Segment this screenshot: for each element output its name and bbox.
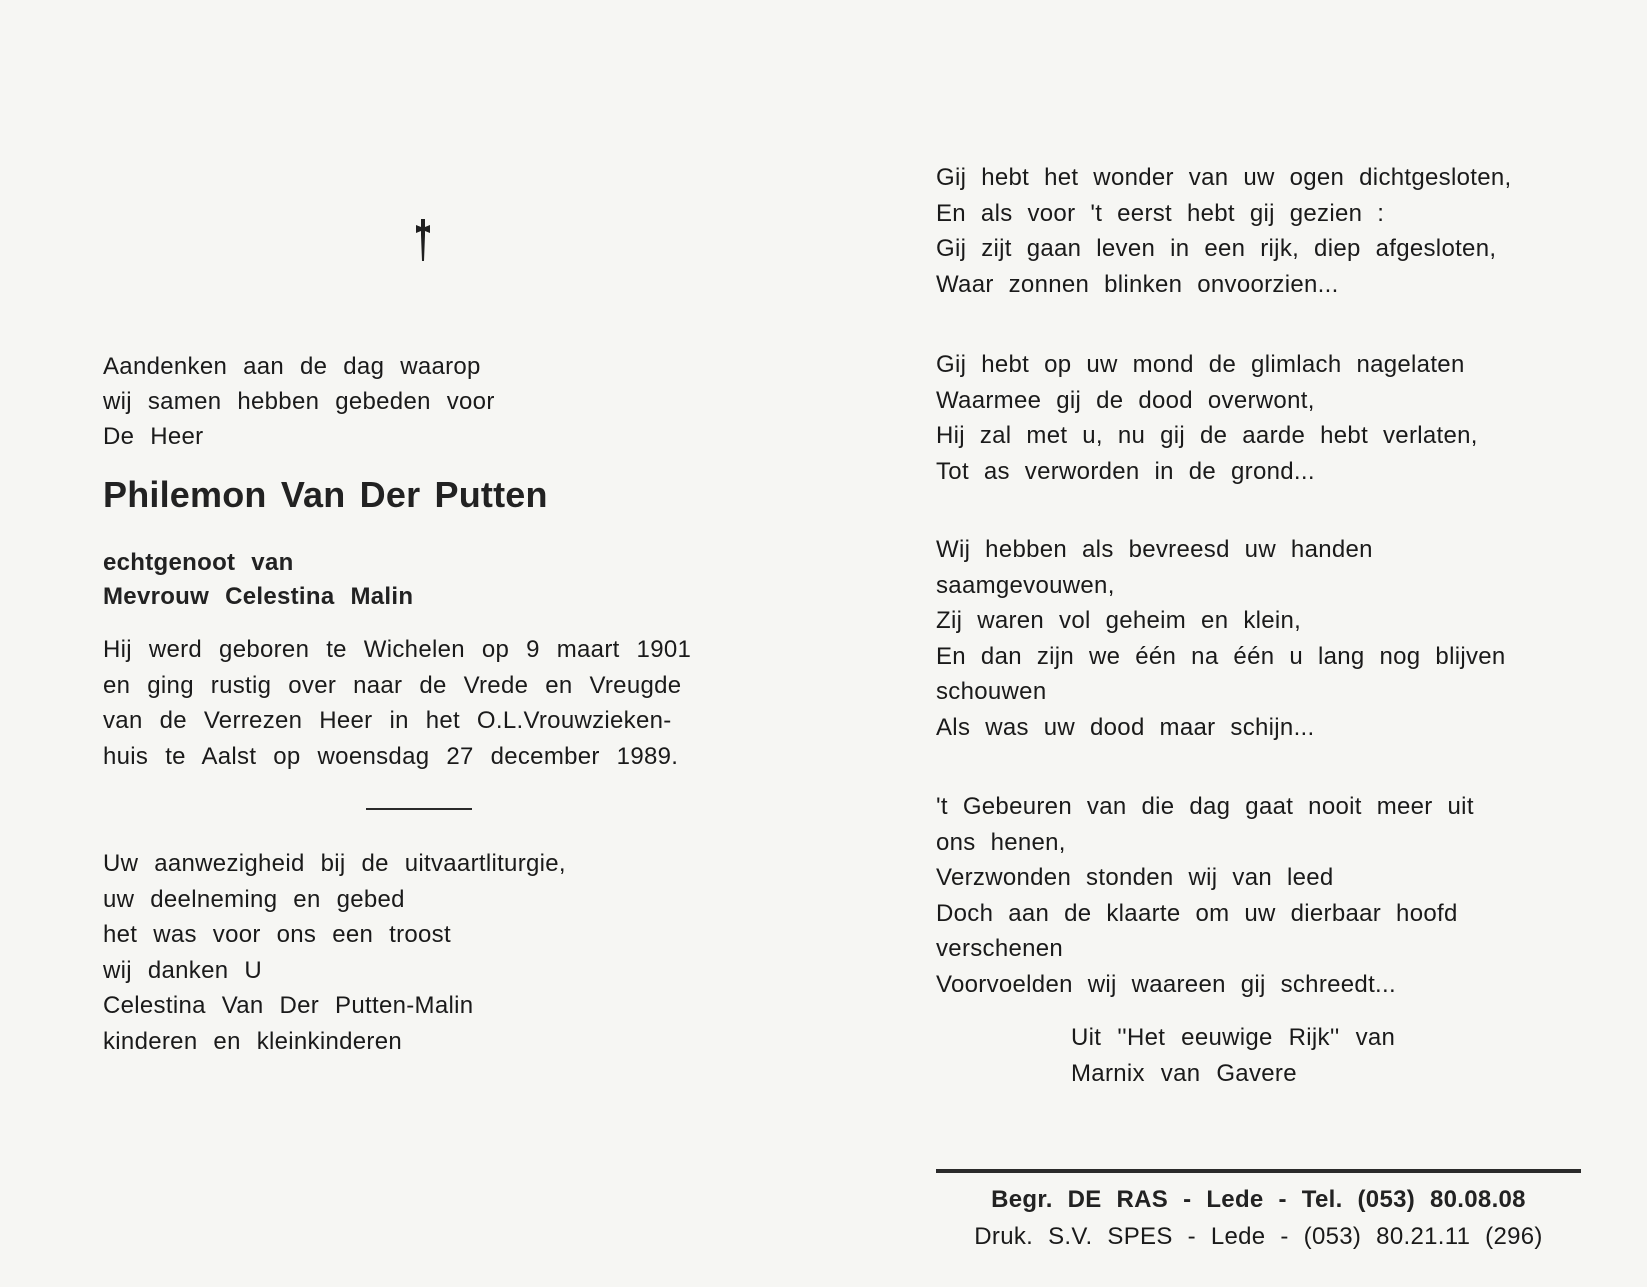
bio-line: van de Verrezen Heer in het O.L.Vrouwzieken- xyxy=(103,707,672,734)
poem-line: Als was uw dood maar schijn... xyxy=(936,713,1315,741)
poem-stanza xyxy=(936,160,1511,302)
thanks-line: uw deelneming en gebed xyxy=(103,885,405,913)
poem-line: Doch aan de klaarte om uw dierbaar hoofd xyxy=(936,899,1458,927)
poem-line: Hij zal met u, nu gij de aarde hebt verlaten, xyxy=(936,422,1478,449)
poem-line: Waarmee gij de dood overwont, xyxy=(936,386,1315,414)
biography xyxy=(103,632,691,774)
deceased-name: Philemon Van Der Putten xyxy=(103,474,548,515)
intro-text xyxy=(103,349,495,454)
poem-line: Gij hebt op uw mond de glimlach nagelaten xyxy=(936,351,1465,378)
spouse-block xyxy=(103,546,413,614)
intro-line: De Heer xyxy=(103,423,204,450)
poem-line: verschenen xyxy=(936,935,1064,962)
poem-attribution xyxy=(1071,1020,1395,1092)
poem-line: ons henen, xyxy=(936,828,1066,856)
thanks-line: Uw aanwezigheid bij de uitvaartliturgie, xyxy=(103,850,566,877)
spouse-label: echtgenoot van xyxy=(103,549,294,576)
thanks-line: het was voor ons een troost xyxy=(103,921,451,948)
poem-stanza xyxy=(936,532,1506,745)
undertaker-line: Begr. DE RAS - Lede - Tel. (053) 80.08.08 xyxy=(991,1186,1526,1213)
poem-line: 't Gebeuren van die dag gaat nooit meer uit xyxy=(936,793,1474,820)
poem-line: Zij waren vol geheim en klein, xyxy=(936,607,1302,634)
thanks-line: wij danken U xyxy=(103,956,263,984)
thanks-line: Celestina Van Der Putten-Malin xyxy=(103,992,474,1019)
thanks-line: kinderen en kleinkinderen xyxy=(103,1027,403,1055)
printer-info xyxy=(936,1181,1581,1255)
poem-line: Gij hebt het wonder van uw ogen dichtgesloten, xyxy=(936,164,1512,191)
printshop-line: Druk. S.V. SPES - Lede - (053) 80.21.11 (296) xyxy=(974,1223,1543,1250)
attribution-line: Uit ''Het eeuwige Rijk'' van xyxy=(1071,1024,1396,1051)
poem-line: schouwen xyxy=(936,678,1047,705)
poem-stanza xyxy=(936,789,1474,1002)
poem-line: saamgevouwen, xyxy=(936,571,1115,599)
poem-line: Tot as verworden in de grond... xyxy=(936,457,1315,485)
thanks-text xyxy=(103,846,566,1059)
poem-line: Wij hebben als bevreesd uw handen xyxy=(936,536,1373,563)
poem-line: Verzwonden stonden wij van leed xyxy=(936,864,1334,891)
poem-line: Voorvoelden wij waareen gij schreedt... xyxy=(936,970,1396,998)
poem-stanza xyxy=(936,347,1478,489)
bio-line: en ging rustig over naar de Vrede en Vreugde xyxy=(103,671,682,699)
poem-line: Gij zijt gaan leven in een rijk, diep afgesloten, xyxy=(936,235,1497,262)
intro-line: wij samen hebben gebeden voor xyxy=(103,388,495,415)
bio-line: huis te Aalst op woensdag 27 december 1989. xyxy=(103,742,679,770)
intro-line: Aandenken aan de dag waarop xyxy=(103,353,481,380)
spouse-name: Mevrouw Celestina Malin xyxy=(103,583,414,610)
printer-divider xyxy=(936,1169,1581,1173)
poem-line: En als voor 't eerst hebt gij gezien : xyxy=(936,199,1385,227)
cross-icon xyxy=(409,218,437,264)
poem-line: Waar zonnen blinken onvoorzien... xyxy=(936,270,1339,298)
divider xyxy=(366,808,472,810)
bio-line: Hij werd geboren te Wichelen op 9 maart 1901 xyxy=(103,636,692,663)
attribution-line: Marnix van Gavere xyxy=(1071,1060,1297,1087)
poem-line: En dan zijn we één na één u lang nog blijven xyxy=(936,642,1506,670)
